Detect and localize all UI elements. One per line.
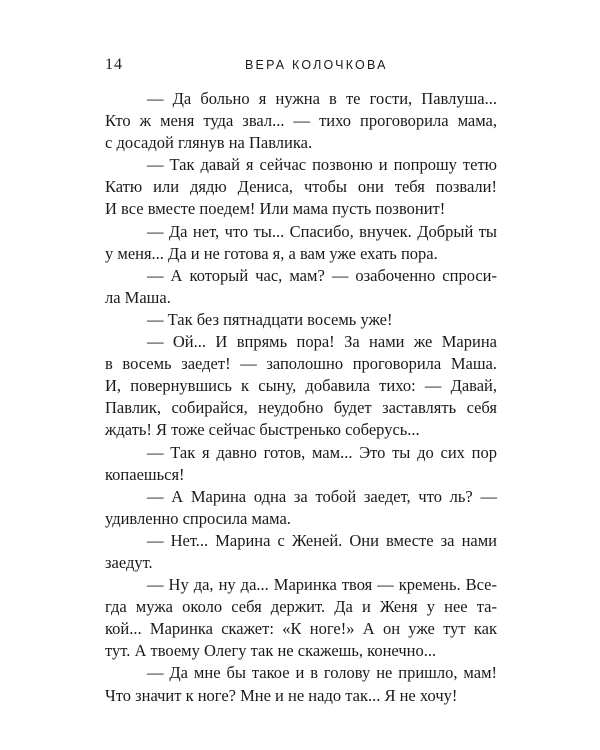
text-line: — Так я давно готов, мам... Это ты до сих пор [147, 442, 497, 462]
text-line: с досадой глянув на Павлика. [105, 133, 313, 153]
text-line: кой... Маринка скажет: «К ноге!» А он уже тут как [105, 619, 497, 639]
page-header [105, 56, 497, 76]
text-line: тут. А твоему Олегу так не скажешь, конечно... [105, 641, 437, 661]
text-line: — Ну да, ну да... Маринка твоя — кремень. Все- [147, 575, 497, 595]
text-line: И все вместе поедем! Или мама пусть позвонит! [105, 199, 446, 219]
text-line: — А Марина одна за тобой заедет, что ль? — [147, 486, 497, 506]
text-line: — Ой... И впрямь пора! За нами же Марина [147, 332, 497, 352]
text-line: гда мужа около себя держит. Да и Женя у нее та- [105, 597, 497, 617]
text-line: удивленно спросила мама. [105, 508, 291, 528]
page-number: 14 [105, 56, 123, 73]
text-line: — Да мне бы такое и в голову не пришло, мам! [147, 663, 497, 683]
text-line: копаешься! [105, 464, 185, 484]
text-line: у меня... Да и не готова я, а вам уже ехать пора. [105, 243, 438, 263]
text-line: — Так без пятнадцати восемь уже! [147, 309, 393, 329]
text-line: ла Маша. [105, 287, 171, 307]
text-line: заедут. [105, 552, 153, 572]
text-line: — Да нет, что ты... Спасибо, внучек. Добрый ты [147, 221, 497, 241]
text-line: Павлик, собирайся, неудобно будет заставлять себя [105, 398, 497, 418]
text-line: — Нет... Марина с Женей. Они вместе за нами [147, 530, 497, 550]
text-line: И, повернувшись к сыну, добавила тихо: — Давай, [105, 376, 497, 396]
text-line: — Да больно я нужна в те гости, Павлуша... [147, 89, 497, 108]
running-title-author: ВЕРА КОЛОЧКОВА [245, 58, 388, 72]
text-line: — Так давай я сейчас позвоню и попрошу тетю [147, 155, 497, 175]
text-line: Кто ж меня туда звал... — тихо проговорила мама, [105, 111, 497, 131]
body-text [105, 88, 497, 707]
text-line: Катю или дядю Дениса, чтобы они тебя позвали! [105, 177, 497, 197]
text-line: Что значит к ноге? Мне и не надо так... Я не хочу! [105, 685, 458, 705]
text-line: в восемь заедет! — заполошно проговорила Маша. [105, 354, 497, 374]
text-line: — А который час, мам? — озабоченно спроси- [147, 265, 497, 285]
text-line: ждать! Я тоже сейчас быстренько соберусь... [105, 420, 420, 440]
